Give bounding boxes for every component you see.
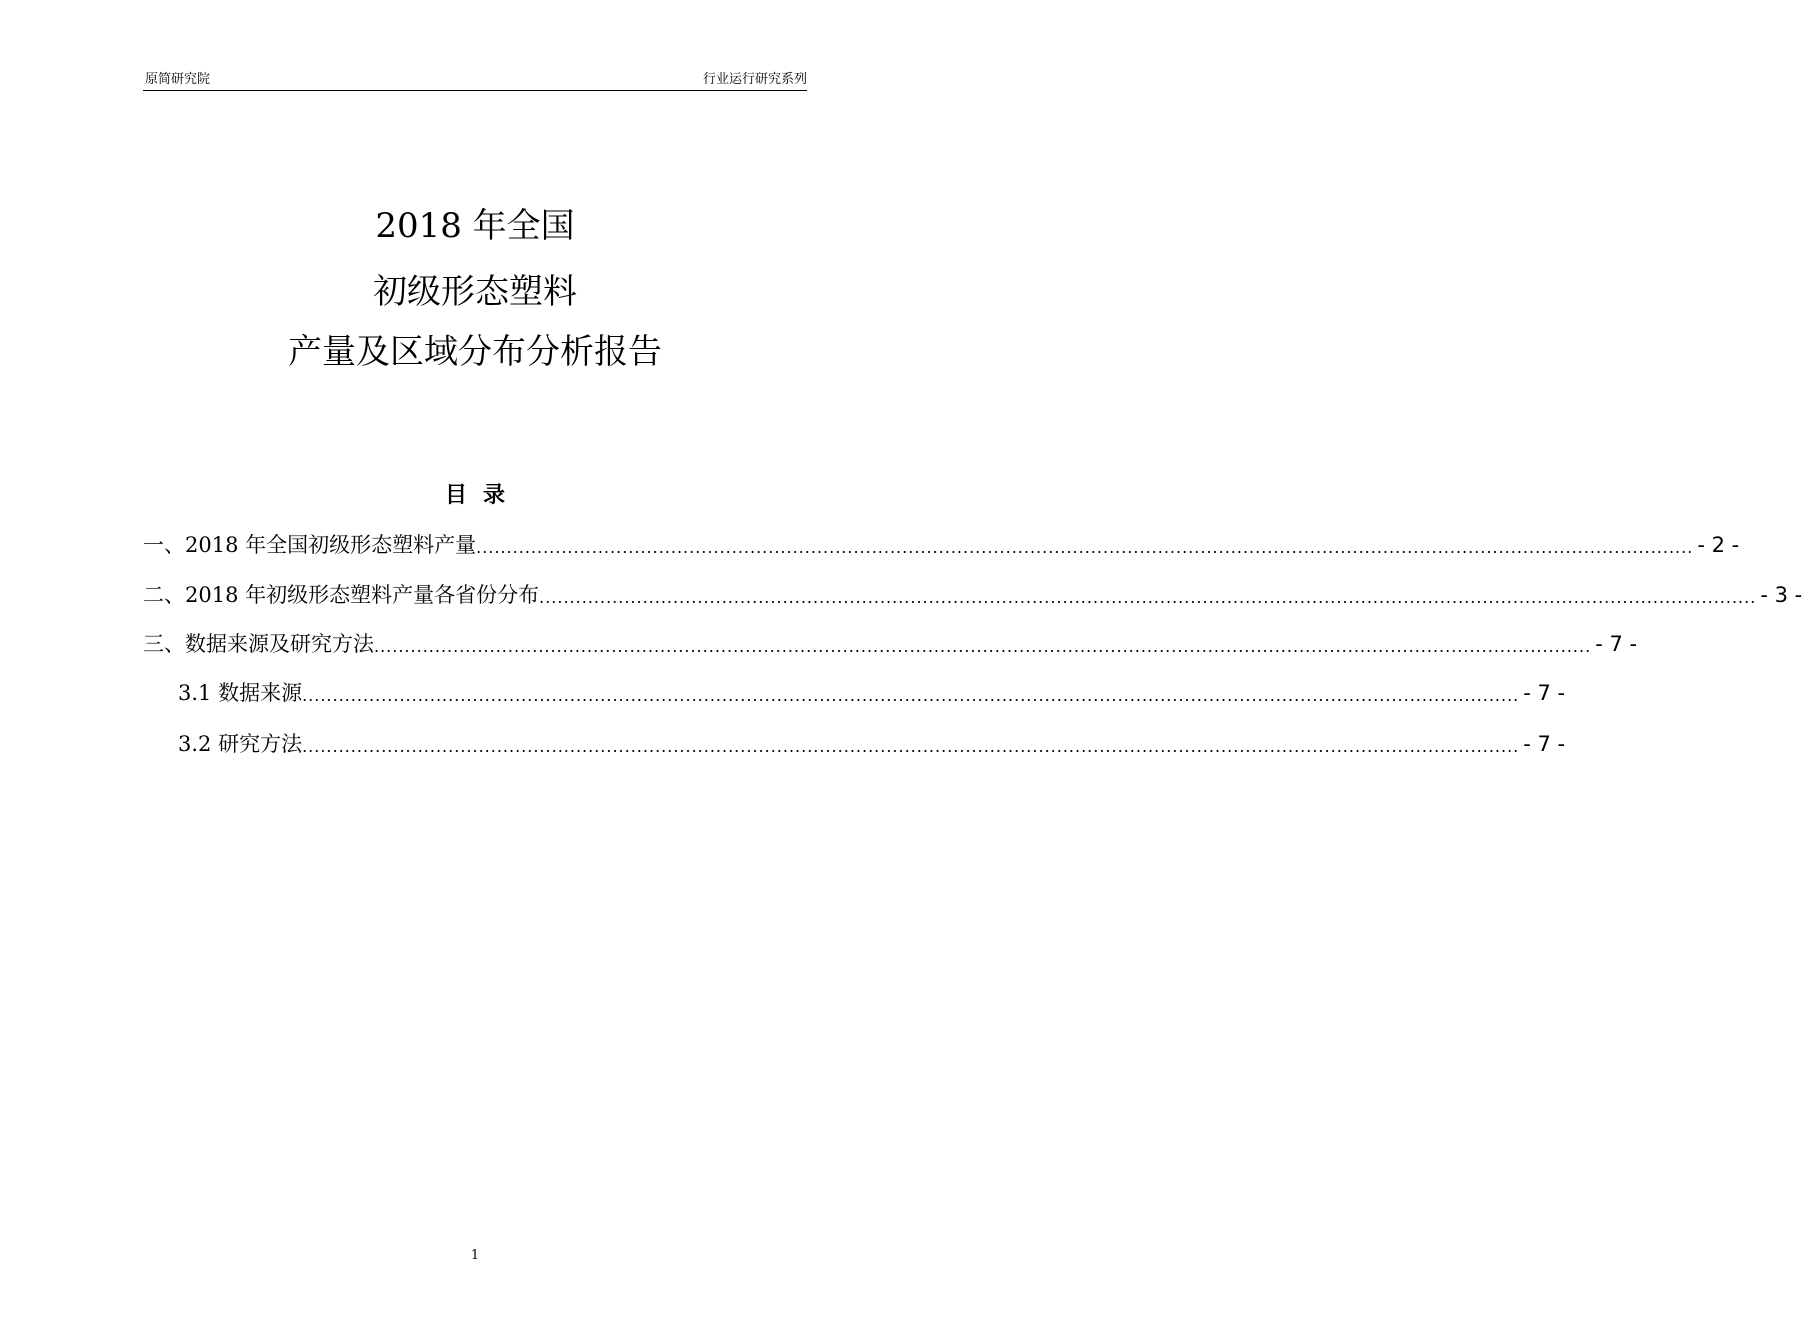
- toc-entry-3-2[interactable]: [178, 729, 1566, 759]
- toc-entry-label: 3.2 研究方法: [178, 732, 303, 756]
- header-org-name: 原简研究院: [145, 72, 211, 87]
- toc-entry-1[interactable]: [143, 530, 1740, 560]
- title-line-2: 初级形态塑料: [373, 272, 577, 312]
- toc-entry-2[interactable]: [143, 580, 1802, 610]
- toc-leader-dots: ........................................................................................................................................................................................................: [476, 538, 1694, 557]
- toc-entry-label: 二、2018 年初级形态塑料产量各省份分布: [143, 583, 540, 607]
- toc-entry-page: - 7 -: [1523, 681, 1566, 705]
- toc-entry-page: - 2 -: [1697, 533, 1740, 557]
- toc-leader-dots: ........................................................................................................................................................................................................: [302, 686, 1520, 705]
- toc-entry-page: - 3 -: [1760, 583, 1802, 607]
- toc-entry-label: 三、数据来源及研究方法: [143, 632, 374, 656]
- title-line-3: 产量及区域分布分析报告: [288, 332, 662, 372]
- page-number: 1: [470, 1248, 480, 1263]
- page-header: [143, 64, 807, 91]
- toc-entry-label: 3.1 数据来源: [178, 681, 303, 705]
- toc-entry-page: - 7 -: [1595, 632, 1638, 656]
- toc-leader-dots: ........................................................................................................................................................................................................: [374, 637, 1592, 656]
- toc-entry-3[interactable]: [143, 629, 1638, 659]
- toc-leader-dots: ........................................................................................................................................................................................................: [539, 588, 1757, 607]
- toc-heading: 目录: [444, 483, 521, 508]
- toc-entry-3-1[interactable]: [178, 678, 1566, 708]
- title-line-1: 2018 年全国: [375, 206, 575, 246]
- header-series-name: 行业运行研究系列: [702, 72, 807, 87]
- toc-entry-page: - 7 -: [1523, 732, 1566, 756]
- toc-entry-label: 一、2018 年全国初级形态塑料产量: [143, 533, 477, 557]
- toc-leader-dots: ........................................................................................................................................................................................................: [302, 737, 1520, 756]
